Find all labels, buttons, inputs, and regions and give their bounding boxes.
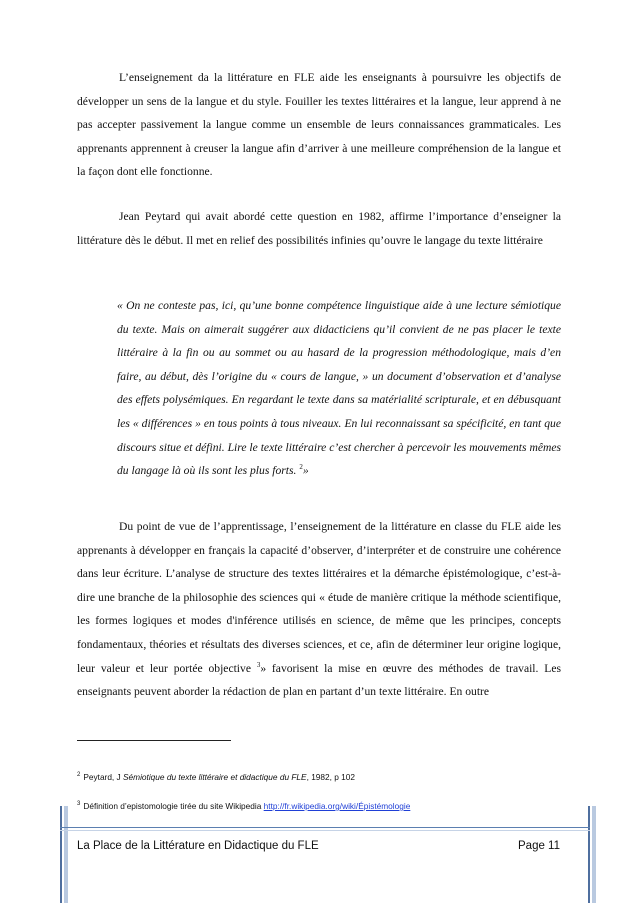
paragraph-3-text-end: » favorisent la mise en œuvre des méthodes de travail. Les enseignants peuvent aborder la rédaction de plan en partant d’un texte littéraire. En outre [77, 661, 561, 699]
footnote-2-title: Sémiotique du texte littéraire et didactique du FLE [123, 772, 307, 782]
block-quote [117, 294, 561, 483]
paragraph-1-text: L’enseignement da la littérature en FLE aide les enseignants à poursuivre les objectifs de développer un sens de la langue et du style. Fouiller les textes littéraires et la langue, leur apprend à ne pas accepter passivement la langue comme un ensemble de leurs connaissances grammaticales. Les apprenants apprennent à creuser la langue afin d’arriver à une meilleure compréhension de la langue et la façon dont elle fonctionne. [77, 71, 561, 179]
footer-left-bar [60, 806, 62, 903]
footer-rule [60, 827, 590, 828]
footnote-separator [77, 740, 231, 741]
paragraph-3 [77, 515, 561, 704]
block-quote-text: « On ne conteste pas, ici, qu’une bonne compétence linguistique aide à une lecture sémiotique du texte. Mais on aimerait suggérer aux didacticiens qu’il convient de ne pas placer le texte littéraire à la fin ou au sommet ou au hasard de la progression méthodologique, mais d’en faire, au début, dès l’origine du « cours de langue, » un document d’observation et d’analyse des effets polysémiques. En regardant le texte dans sa matérialité scripturale, et en débusquant les « différences » en tous points à tous niveaux. En lui reconnaissant sa spécificité, en tant que discours situe et défini. Lire le texte littéraire c’est chercher à percevoir les mouvements mêmes du langage là où ils sont les plus forts. [117, 299, 561, 478]
footer-left-bar-light [64, 806, 68, 903]
footnote-3-link[interactable]: http://fr.wikipedia.org/wiki/Épistémologie [263, 801, 411, 811]
footnote-3 [77, 800, 567, 812]
footnote-2-author: Peytard, J [83, 772, 124, 782]
footnote-3-text: Définition d’epistomologie tirée du site Wikipedia [83, 801, 264, 811]
footer-right-bar [588, 806, 590, 903]
footnote-2 [77, 771, 567, 783]
footer-right-bar-light [592, 806, 596, 903]
page-number: Page 11 [518, 840, 560, 852]
footnote-3-number: 3 [77, 801, 81, 808]
footer-title: La Place de la Littérature en Didactique du FLE [77, 840, 319, 852]
footer-rule-light [60, 830, 590, 831]
block-quote-close: » [302, 464, 309, 478]
footnote-ref-3[interactable]: 3 [256, 660, 261, 669]
paragraph-3-text: Du point de vue de l’apprentissage, l’enseignement de la littérature en classe du FLE aide les apprenants à développer en français la capacité d’observer, d’interpréter et de construire une cohérence dans leur écriture. L’analyse de structure des textes littéraires et la démarche épistémologique, c’est-à-dire une branche de la philosophie des sciences qui « étude de manière critique la méthode scientifique, les formes logiques et modes d'inférence utilisés en science, de même que les principes, concepts fondamentaux, théories et résultats des diverses sciences, et ce, afin de déterminer leur origine logique, leur valeur et leur portée objective [77, 520, 561, 675]
footnote-ref-2[interactable]: 2 [299, 463, 303, 472]
paragraph-2 [77, 205, 561, 252]
footnote-2-details: , 1982, p 102 [306, 772, 356, 782]
paragraph-1 [77, 66, 561, 184]
paragraph-2-text: Jean Peytard qui avait abordé cette question en 1982, affirme l’importance d’enseigner la littérature dès le début. Il met en relief des possibilités infinies qu’ouvre le langage du texte littéraire [77, 210, 561, 247]
footnote-2-number: 2 [77, 772, 81, 779]
